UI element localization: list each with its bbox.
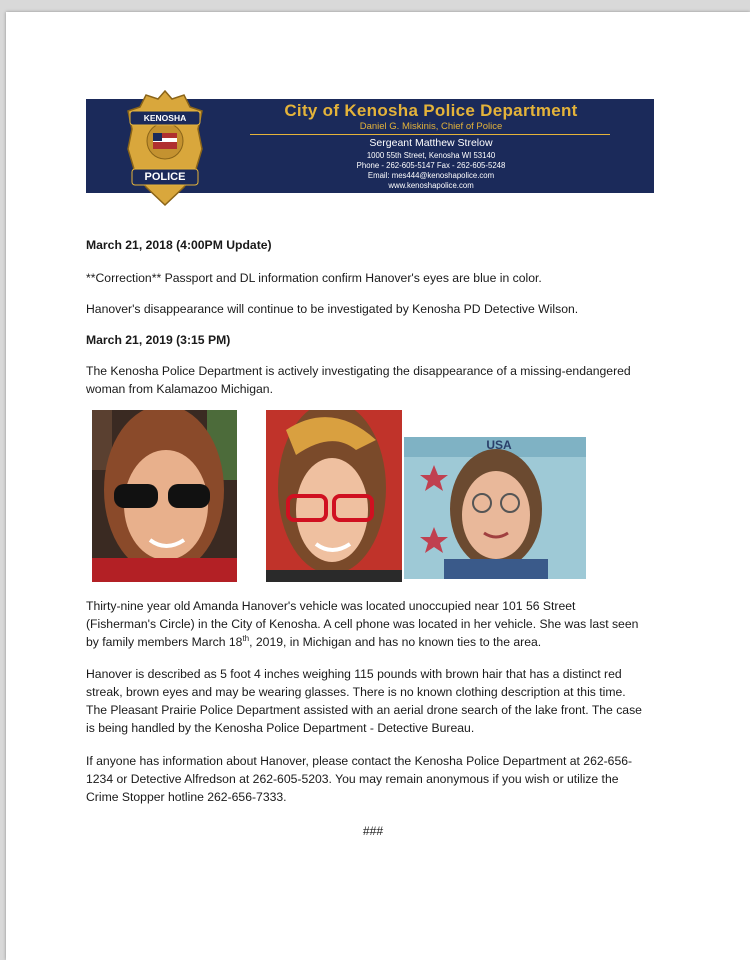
police-badge-icon <box>126 89 204 207</box>
department-title: City of Kenosha Police Department <box>284 101 578 120</box>
investigation-text: Hanover's disappearance will continue to be investigated by Kenosha PD Detective Wilson. <box>86 302 579 316</box>
passport-usa-text: USA <box>486 438 512 452</box>
sergeant-name: Sergeant Matthew Strelow <box>369 137 493 149</box>
chief-line: Daniel G. Miskinis, Chief of Police <box>359 121 503 132</box>
intro-paragraph: The Kenosha Police Department is actively investigating the disappearance of a missing-endangered woman from Kalamazoo Michigan. <box>86 364 631 396</box>
second-heading: March 21, 2019 (3:15 PM) <box>86 333 231 347</box>
email-line: Email: mes444@kenoshapolice.com <box>367 171 495 180</box>
photo-red-glasses <box>266 410 402 582</box>
website-line: www.kenoshapolice.com <box>388 181 474 190</box>
description-paragraph: Hanover is described as 5 foot 4 inches weighing 115 pounds with brown hair that has a distinct red streak, brown eyes and may be wearing glasses. There is no known clothing description at this time. The Pleasant Prairie Police Department assisted with an aerial drone search of the lake front. The case is being handled by the Kenosha Police Department - Detective Bureau. <box>86 667 642 735</box>
vehicle-paragraph: Thirty-nine year old Amanda Hanover's vehicle was located unoccupied near 101 56 Street (Fisherman's Circle) in the City of Kenosha. A cell phone was located in her vehicle. She was last seen by family members March 18th, 2019, in Michigan and has no known ties to the area. <box>86 599 639 649</box>
photo-sunglasses <box>92 410 237 582</box>
badge-bottom-text: POLICE <box>144 171 186 183</box>
contact-paragraph: If anyone has information about Hanover, please contact the Kenosha Police Department at 262-656-1234 or Detective Alfredson at 262-605-5203. You may remain anonymous if you wish or utilize the Crime Stopper hotline 262-656-7333. <box>86 754 633 804</box>
photo-passport <box>404 437 586 579</box>
badge-top-text: KENOSHA <box>143 113 187 123</box>
correction-text: **Correction** Passport and DL information confirm Hanover's eyes are blue in color. <box>86 271 542 285</box>
address-line: 1000 55th Street, Kenosha WI 53140 <box>366 151 496 160</box>
phone-fax-line: Phone - 262-605-5147 Fax - 262-605-5248 <box>356 161 506 170</box>
letterhead-banner <box>86 99 654 193</box>
end-marker: ### <box>362 824 384 838</box>
header-divider <box>250 134 610 135</box>
update-heading: March 21, 2018 (4:00PM Update) <box>86 238 272 252</box>
